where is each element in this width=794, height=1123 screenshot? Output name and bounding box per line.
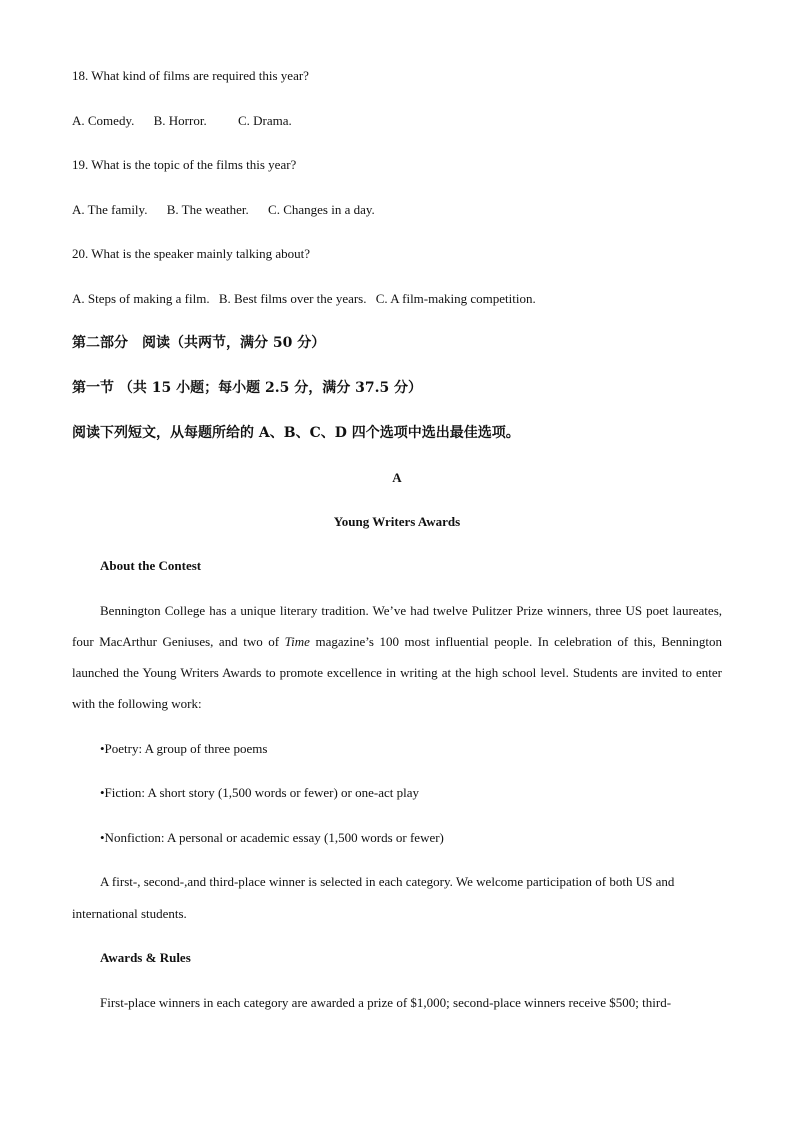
option-b: B. Horror.: [153, 113, 207, 128]
passage-letter: A: [392, 470, 402, 485]
option-b: B. Best films over the years.: [218, 291, 367, 306]
instruction: 阅读下列短文，从每题所给的 A、B、C、D 四个选项中选出最佳选项。: [72, 425, 520, 441]
option-a: A. Steps of making a film.: [72, 291, 210, 306]
option-a: A. Comedy.: [72, 113, 135, 128]
option-a: A. The family.: [72, 202, 148, 217]
magazine-name: Time: [284, 634, 310, 649]
question-18-stem: 18. What kind of films are required this year?: [72, 68, 309, 83]
option-c: C. Changes in a day.: [268, 202, 375, 217]
awards-paragraph: First-place winners in each category are awarded a prize of $1,000; second-place winners receive $500; third-: [100, 995, 672, 1010]
bullet-nonfiction: •Nonfiction: A personal or academic essay (1,500 words or fewer): [100, 830, 444, 845]
about-heading: About the Contest: [100, 558, 202, 573]
option-b: B. The weather.: [166, 202, 249, 217]
question-20-options: [72, 289, 552, 309]
question-18-options: [72, 111, 308, 131]
about-paragraph: Bennington College has a unique literary tradition. We’ve had twelve Pulitzer Prize winners, three US poet laureates, four MacArthur Geniuses, and two of Time magazine’s 100 most influential people. In celebration of this, Bennington launched the Young Writers Awards to promote excellence in writing at the high school level. Students are invited to enter with the following work:: [72, 603, 722, 711]
bullet-fiction: •Fiction: A short story (1,500 words or fewer) or one-act play: [100, 785, 420, 800]
part-heading: 第二部分 阅读（共两节，满分 50 分）: [72, 335, 326, 351]
question-20-stem: 20. What is the speaker mainly talking about?: [72, 246, 311, 261]
question-19-options: [72, 200, 391, 220]
option-c: C. Drama.: [237, 113, 292, 128]
question-19-stem: 19. What is the topic of the films this year?: [72, 157, 297, 172]
bullet-poetry: •Poetry: A group of three poems: [100, 741, 268, 756]
passage-title: Young Writers Awards: [333, 514, 461, 529]
sub-heading: 第一节 （共 15 小题；每小题 2.5 分，满分 37.5 分）: [72, 380, 423, 396]
winners-paragraph: A first-, second-,and third-place winner is selected in each category. We welcome participation of both US and international students.: [72, 874, 675, 921]
awards-heading: Awards & Rules: [100, 950, 191, 965]
option-c: C. A film-making competition.: [375, 291, 536, 306]
